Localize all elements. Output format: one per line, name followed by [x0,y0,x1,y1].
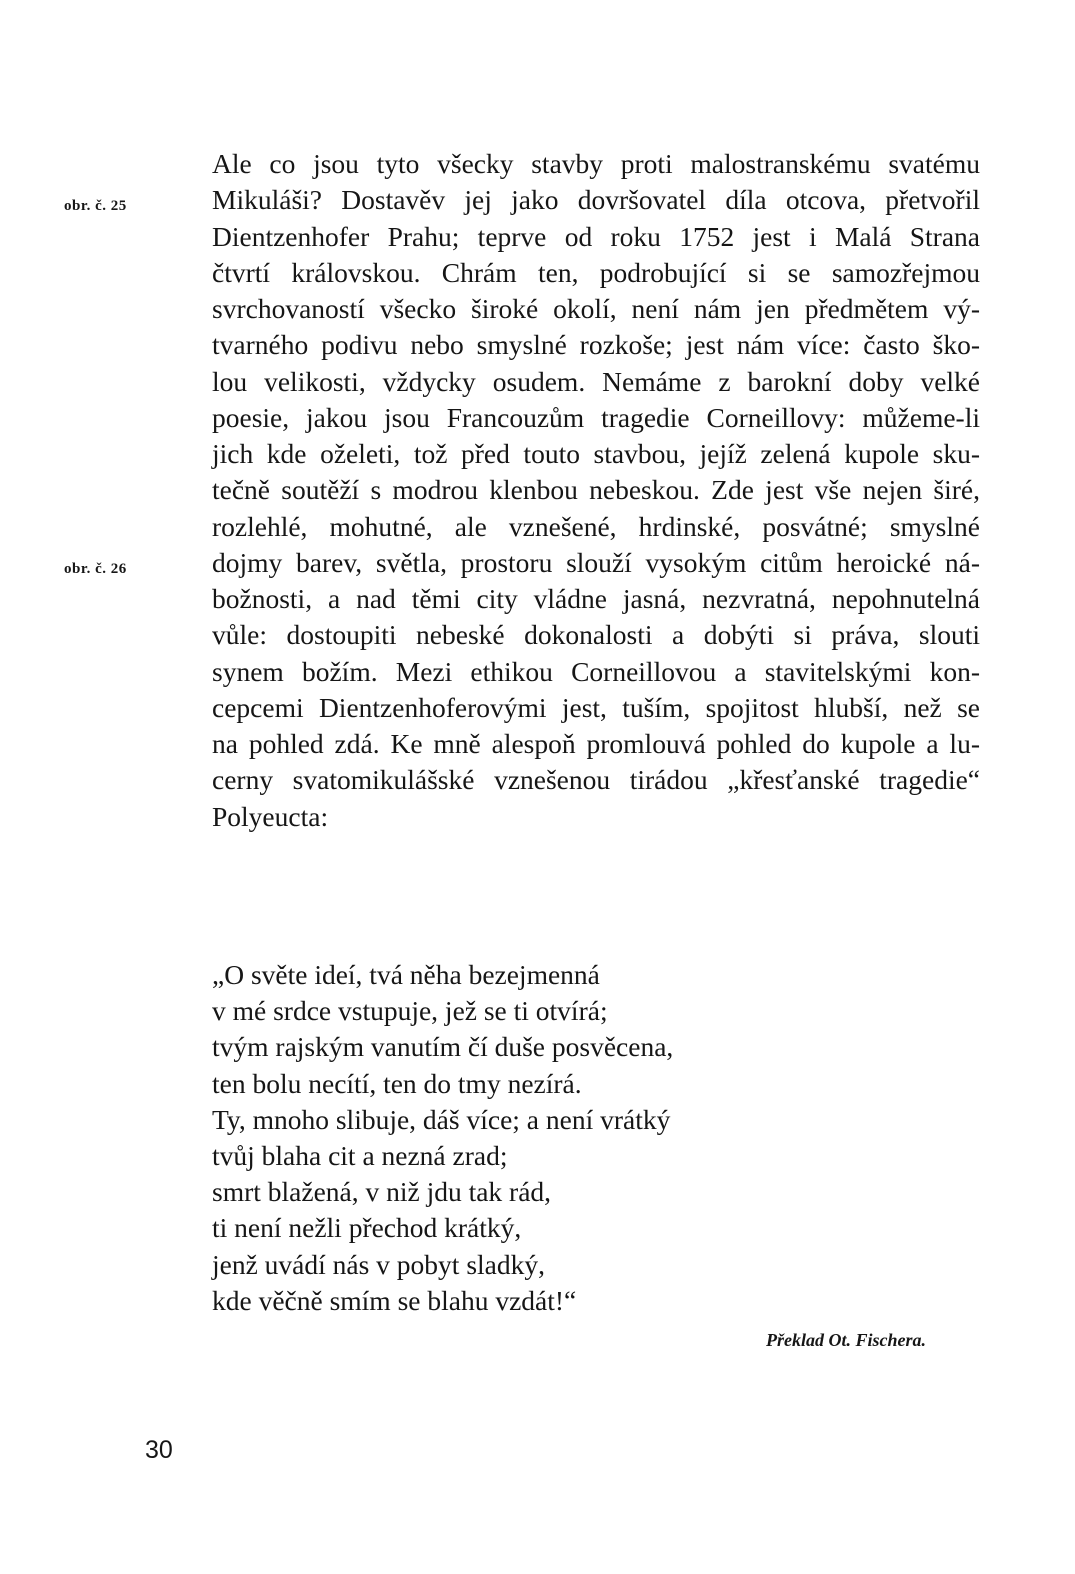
figure-reference-26: obr. č. 26 [64,561,127,577]
paragraph-line: poesie, jakou jsou Francouzům tragedie Corneillovy: můžeme-li [212,401,980,433]
poem-verse: jenž uvádí nás v pobyt sladký, [212,1248,545,1280]
poem-quotation [212,957,772,1319]
paragraph-line: božnosti, a nad těmi city vládne jasná, nezvratná, nepohnutelná [212,583,980,614]
paragraph-line: Ale co jsou tyto všecky stavby proti malostranskému svatému [212,148,980,179]
translation-credit: Překlad Ot. Fischera. [766,1330,926,1350]
paragraph-line: rozlehlé, mohutné, ale vznešené, hrdinské, posvátné; smyslné [212,510,980,542]
paragraph-line: čtvrtí královskou. Chrám ten, podrobující si se samozřejmou [212,256,980,288]
paragraph-line: synem božím. Mezi ethikou Corneillovou a stavitelskými kon- [212,655,980,687]
paragraph-line: lou velikosti, vždycky osudem. Nemáme z barokní doby velké [212,365,980,397]
paragraph-line: dojmy barev, světla, prostoru slouží vysokým citům heroické ná- [212,546,980,578]
paragraph-line: Polyeucta: [212,800,329,832]
paragraph-line: tečně soutěží s modrou klenbou nebeskou. Zde jest vše nejen širé, [212,474,980,506]
paragraph-line: jich kde oželeti, tož před touto stavbou, jejíž zelená kupole sku- [212,438,980,469]
poem-verse: ten bolu necítí, ten do tmy nezírá. [212,1067,582,1099]
poem-verse: Ty, mnoho slibuje, dáš více; a není vrátký [212,1103,671,1135]
poem-verse: smrt blažená, v niž jdu tak rád, [212,1176,552,1208]
paragraph-line: Mikuláši? Dostavěv jej jako dovršovatel díla otcova, přetvořil [212,184,980,216]
figure-reference-25: obr. č. 25 [64,198,127,214]
body-paragraph [212,146,980,835]
paragraph-line: cerny svatomikulášské vznešenou tirádou „křesťanské tragedie“ [212,764,980,796]
paragraph-line: tvarného podivu nebo smyslné rozkoše; jest nám více: často ško- [212,329,980,361]
poem-verse: „O světe ideí, tvá něha bezejmenná [212,959,600,990]
poem-verse: tvůj blaha cit a nezná zrad; [212,1139,508,1171]
poem-verse: tvým rajským vanutím čí duše posvěcena, [212,1031,674,1063]
paragraph-line: na pohled zdá. Ke mně alespoň promlouvá pohled do kupole a lu- [212,728,980,759]
poem-verse: kde věčně smím se blahu vzdát!“ [212,1284,577,1316]
paragraph-line: cepcemi Dientzenhoferovými jest, tuším, spojitost hlubší, než se [212,691,980,723]
paragraph-line: Dientzenhofer Prahu; teprve od roku 1752 jest i Malá Strana [212,220,980,252]
poem-verse: ti není nežli přechod krátký, [212,1212,522,1244]
paragraph-line: svrchovaností všecko široké okolí, není nám jen předmětem vý- [212,293,980,324]
paragraph-line: vůle: dostoupiti nebeské dokonalosti a dobýti si práva, slouti [212,619,980,651]
poem-verse: v mé srdce vstupuje, jež se ti otvírá; [212,995,608,1027]
page-number: 30 [145,1436,173,1464]
